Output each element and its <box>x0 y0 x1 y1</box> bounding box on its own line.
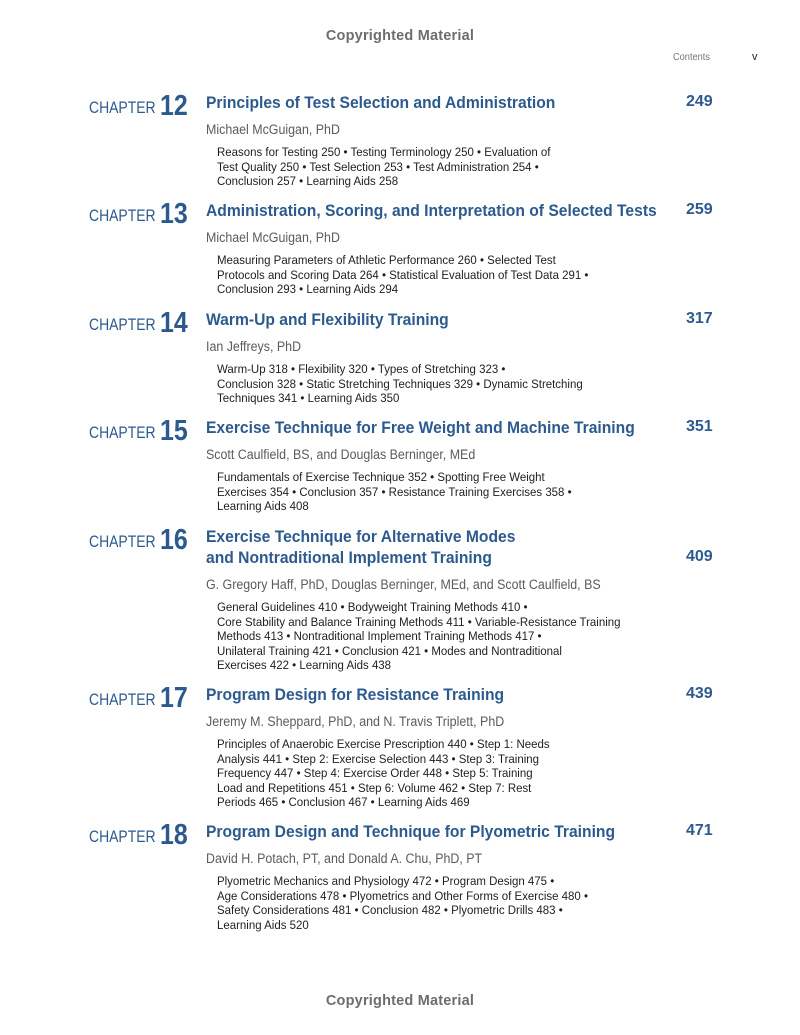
chapter-topics <box>217 253 659 297</box>
chapter-topics <box>217 874 659 932</box>
chapter-topics-line: Safety Considerations 481 • Conclusion 482 • Plyometric Drills 483 • <box>217 903 563 917</box>
page-number: v <box>752 51 758 63</box>
chapter-word: CHAPTER <box>89 315 156 334</box>
chapter-title[interactable] <box>206 526 638 568</box>
chapter-topics-line: Protocols and Scoring Data 264 • Statistical Evaluation of Test Data 291 • <box>217 267 589 282</box>
chapter-number: 18 <box>160 819 188 851</box>
chapter-word: CHAPTER <box>89 423 156 442</box>
chapter-number: 13 <box>160 198 188 230</box>
chapter-topics-line: Load and Repetitions 451 • Step 6: Volume 462 • Step 7: Rest <box>217 780 532 795</box>
chapter-title[interactable] <box>206 684 638 705</box>
chapter-topics-line: Unilateral Training 421 • Conclusion 421 • Modes and Nontraditional <box>217 643 562 658</box>
chapter-title[interactable] <box>206 309 638 330</box>
chapter-title-line: Exercise Technique for Alternative Modes <box>206 527 516 546</box>
chapter-number: 14 <box>160 307 188 339</box>
chapter-authors: Michael McGuigan, PhD <box>206 122 340 137</box>
chapter-topics-line: General Guidelines 410 • Bodyweight Training Methods 410 • <box>217 600 528 614</box>
chapter-authors: Scott Caulfield, BS, and Douglas Berninger, MEd <box>206 447 476 462</box>
chapter-topics <box>217 600 659 673</box>
chapter-topics-line: Test Quality 250 • Test Selection 253 • Test Administration 254 • <box>217 159 539 174</box>
chapter-title-line: Program Design and Technique for Plyometric Training <box>206 822 616 841</box>
chapter-page-number[interactable]: 471 <box>686 822 713 839</box>
chapter-topics-line: Learning Aids 408 <box>217 499 309 513</box>
chapter-topics-line: Age Considerations 478 • Plyometrics and Other Forms of Exercise 480 • <box>217 888 588 903</box>
chapter-title[interactable] <box>206 417 638 438</box>
chapter-authors: Jeremy M. Sheppard, PhD, and N. Travis Triplett, PhD <box>206 714 505 729</box>
chapter-word: CHAPTER <box>89 98 156 117</box>
chapter-label <box>89 522 193 555</box>
chapter-title[interactable] <box>206 92 638 113</box>
chapter-title[interactable] <box>206 200 657 221</box>
chapter-page-number[interactable]: 259 <box>686 201 713 218</box>
chapter-number: 15 <box>160 415 188 447</box>
chapter-authors: Ian Jeffreys, PhD <box>206 339 302 354</box>
chapter-topics-line: Techniques 341 • Learning Aids 350 <box>217 391 400 405</box>
chapter-topics-line: Learning Aids 520 <box>217 917 309 932</box>
chapter-word: CHAPTER <box>89 206 156 225</box>
chapter-authors: G. Gregory Haff, PhD, Douglas Berninger, MEd, and Scott Caulfield, BS <box>206 577 601 592</box>
copyright-watermark-top: Copyrighted Material <box>325 28 475 44</box>
chapter-label <box>89 680 193 713</box>
chapter-topics <box>217 145 659 189</box>
copyright-watermark-bottom: Copyrighted Material <box>325 993 475 1009</box>
chapter-page-number[interactable]: 249 <box>686 93 713 110</box>
chapter-topics-line: Conclusion 257 • Learning Aids 258 <box>217 174 399 188</box>
running-head: Contents <box>673 51 710 63</box>
chapter-topics-line: Principles of Anaerobic Exercise Prescription 440 • Step 1: Needs <box>217 737 550 751</box>
chapter-title-line: Administration, Scoring, and Interpretation of Selected Tests <box>206 201 657 220</box>
chapter-topics-line: Periods 465 • Conclusion 467 • Learning Aids 469 <box>217 795 470 809</box>
chapter-topics-line: Plyometric Mechanics and Physiology 472 • Program Design 475 • <box>217 874 555 888</box>
chapter-page-number[interactable]: 317 <box>686 310 713 327</box>
chapter-title-line: and Nontraditional Implement Training <box>206 548 492 567</box>
chapter-topics-line: Analysis 441 • Step 2: Exercise Selection 443 • Step 3: Training <box>217 751 539 766</box>
chapter-word: CHAPTER <box>89 532 156 551</box>
chapter-number: 12 <box>160 90 188 122</box>
chapter-number: 16 <box>160 524 188 556</box>
chapter-title-line: Warm-Up and Flexibility Training <box>206 310 449 329</box>
chapter-label <box>89 305 193 338</box>
chapter-title-line: Exercise Technique for Free Weight and Machine Training <box>206 418 635 437</box>
chapter-label <box>89 196 193 229</box>
chapter-title-line: Principles of Test Selection and Administration <box>206 93 556 112</box>
chapter-word: CHAPTER <box>89 690 156 709</box>
chapter-topics-line: Fundamentals of Exercise Technique 352 • Spotting Free Weight <box>217 470 545 484</box>
chapter-title[interactable] <box>206 821 638 842</box>
chapter-page-number[interactable]: 439 <box>686 685 713 702</box>
chapter-topics-line: Conclusion 328 • Static Stretching Techniques 329 • Dynamic Stretching <box>217 376 583 391</box>
chapter-topics-line: Frequency 447 • Step 4: Exercise Order 448 • Step 5: Training <box>217 766 533 780</box>
chapter-number: 17 <box>160 682 188 714</box>
chapter-word: CHAPTER <box>89 827 156 846</box>
chapter-authors: David H. Potach, PT, and Donald A. Chu, PhD, PT <box>206 851 483 866</box>
chapter-authors: Michael McGuigan, PhD <box>206 230 340 245</box>
chapter-label <box>89 817 193 850</box>
chapter-topics-line: Reasons for Testing 250 • Testing Terminology 250 • Evaluation of <box>217 145 551 159</box>
chapter-page-number[interactable]: 351 <box>686 418 713 435</box>
chapter-topics <box>217 362 659 406</box>
chapter-topics-line: Methods 413 • Nontraditional Implement Training Methods 417 • <box>217 629 542 643</box>
chapter-topics-line: Core Stability and Balance Training Methods 411 • Variable-Resistance Training <box>217 614 621 629</box>
chapter-label <box>89 413 193 446</box>
chapter-topics-line: Exercises 422 • Learning Aids 438 <box>217 658 392 672</box>
chapter-topics-line: Measuring Parameters of Athletic Performance 260 • Selected Test <box>217 253 556 267</box>
chapter-topics-line: Warm-Up 318 • Flexibility 320 • Types of Stretching 323 • <box>217 362 506 376</box>
chapter-topics-line: Conclusion 293 • Learning Aids 294 <box>217 282 399 296</box>
chapter-page-number[interactable]: 409 <box>686 548 713 565</box>
chapter-topics <box>217 470 659 514</box>
chapter-topics <box>217 737 659 810</box>
chapter-topics-line: Exercises 354 • Conclusion 357 • Resistance Training Exercises 358 • <box>217 484 572 499</box>
chapter-label <box>89 88 193 121</box>
chapter-title-line: Program Design for Resistance Training <box>206 685 505 704</box>
